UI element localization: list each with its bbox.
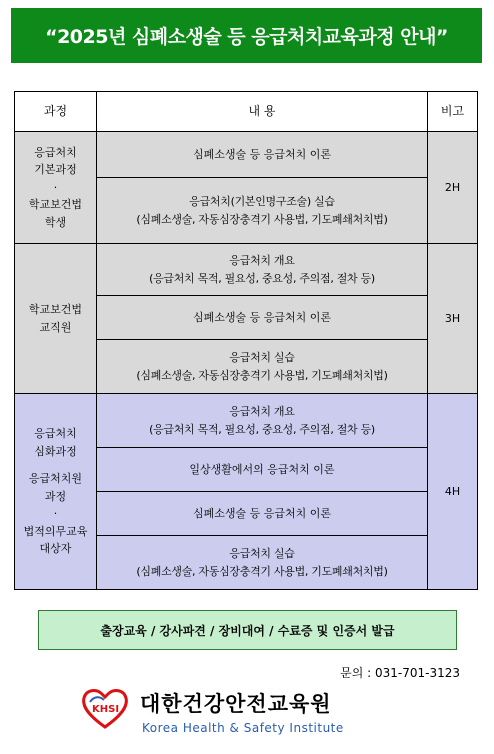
content-line: (응급처치 목적, 필요성, 중요성, 주의점, 절차 등) <box>149 422 375 436</box>
content-row <box>97 178 428 244</box>
content-line: 심폐소생술 등 응급처치 이론 <box>192 310 331 324</box>
course-table <box>14 91 478 590</box>
content-row <box>97 340 428 394</box>
hours-cell: 4H <box>428 394 478 590</box>
content-line: (심폐소생술, 자동심장충격기 사용법, 기도폐쇄처치법) <box>136 564 388 578</box>
content-line: (응급처치 목적, 필요성, 중요성, 주의점, 절차 등) <box>149 271 375 285</box>
hours-cell: 2H <box>428 132 478 244</box>
content-row <box>97 132 428 178</box>
content-row <box>97 296 428 340</box>
contact-phone: 문의 : 031-701-3123 <box>340 666 460 680</box>
content-line: 응급처치 개요 <box>229 404 295 418</box>
content-line: 응급처치 실습 <box>229 546 295 560</box>
course-line: 학생 <box>44 215 67 229</box>
course-line: · <box>53 507 58 521</box>
content-row <box>97 492 428 536</box>
header-content: 내 용 <box>97 92 428 132</box>
course-line: 학교보건법 <box>28 198 83 212</box>
content-line: 심폐소생술 등 응급처치 이론 <box>192 147 331 161</box>
institute-logo <box>80 686 380 744</box>
course-line: 학교보건법 <box>28 302 83 316</box>
course-cell-basic <box>15 132 97 244</box>
content-line: 심폐소생술 등 응급처치 이론 <box>192 506 331 520</box>
course-cell-advanced <box>15 394 97 590</box>
content-line: 응급처치(기본인명구조술) 실습 <box>189 194 335 208</box>
content-line: 응급처치 개요 <box>229 253 295 267</box>
logo-mark-text: KHSI <box>92 704 120 715</box>
institute-name-en: Korea Health & Safety Institute <box>142 721 344 735</box>
hours-cell: 3H <box>428 244 478 394</box>
course-line: · <box>53 180 58 194</box>
header-note: 비고 <box>428 92 478 132</box>
content-line: (심폐소생술, 자동심장충격기 사용법, 기도폐쇄처치법) <box>136 368 388 382</box>
content-line: (심폐소생술, 자동심장충격기 사용법, 기도폐쇄처치법) <box>136 212 388 226</box>
content-row <box>97 244 428 296</box>
course-line: 과정 <box>44 489 67 503</box>
content-row <box>97 536 428 590</box>
course-line: 응급처치 <box>34 426 77 440</box>
course-line: 기본과정 <box>34 163 77 177</box>
content-line: 일상생활에서의 응급처치 이론 <box>189 462 335 476</box>
content-row <box>97 394 428 448</box>
content-row <box>97 448 428 492</box>
institute-name-ko: 대한건강안전교육원 <box>140 692 332 716</box>
header-course: 과정 <box>15 92 97 132</box>
course-line: 응급처치 <box>34 145 77 159</box>
page-title: “2025년 심폐소생술 등 응급처치교육과정 안내” <box>11 8 482 63</box>
course-line: 대상자 <box>39 542 72 556</box>
course-line: 법적의무교육 <box>23 524 88 538</box>
course-line: 응급처치원 <box>28 472 83 486</box>
course-line: 심화과정 <box>34 444 77 458</box>
services-banner: 출장교육 / 강사파견 / 장비대여 / 수료증 및 인증서 발급 <box>38 610 457 650</box>
course-line: 교직원 <box>39 320 72 334</box>
content-line: 응급처치 실습 <box>229 350 295 364</box>
course-cell-staff <box>15 244 97 394</box>
course-line <box>15 460 96 470</box>
